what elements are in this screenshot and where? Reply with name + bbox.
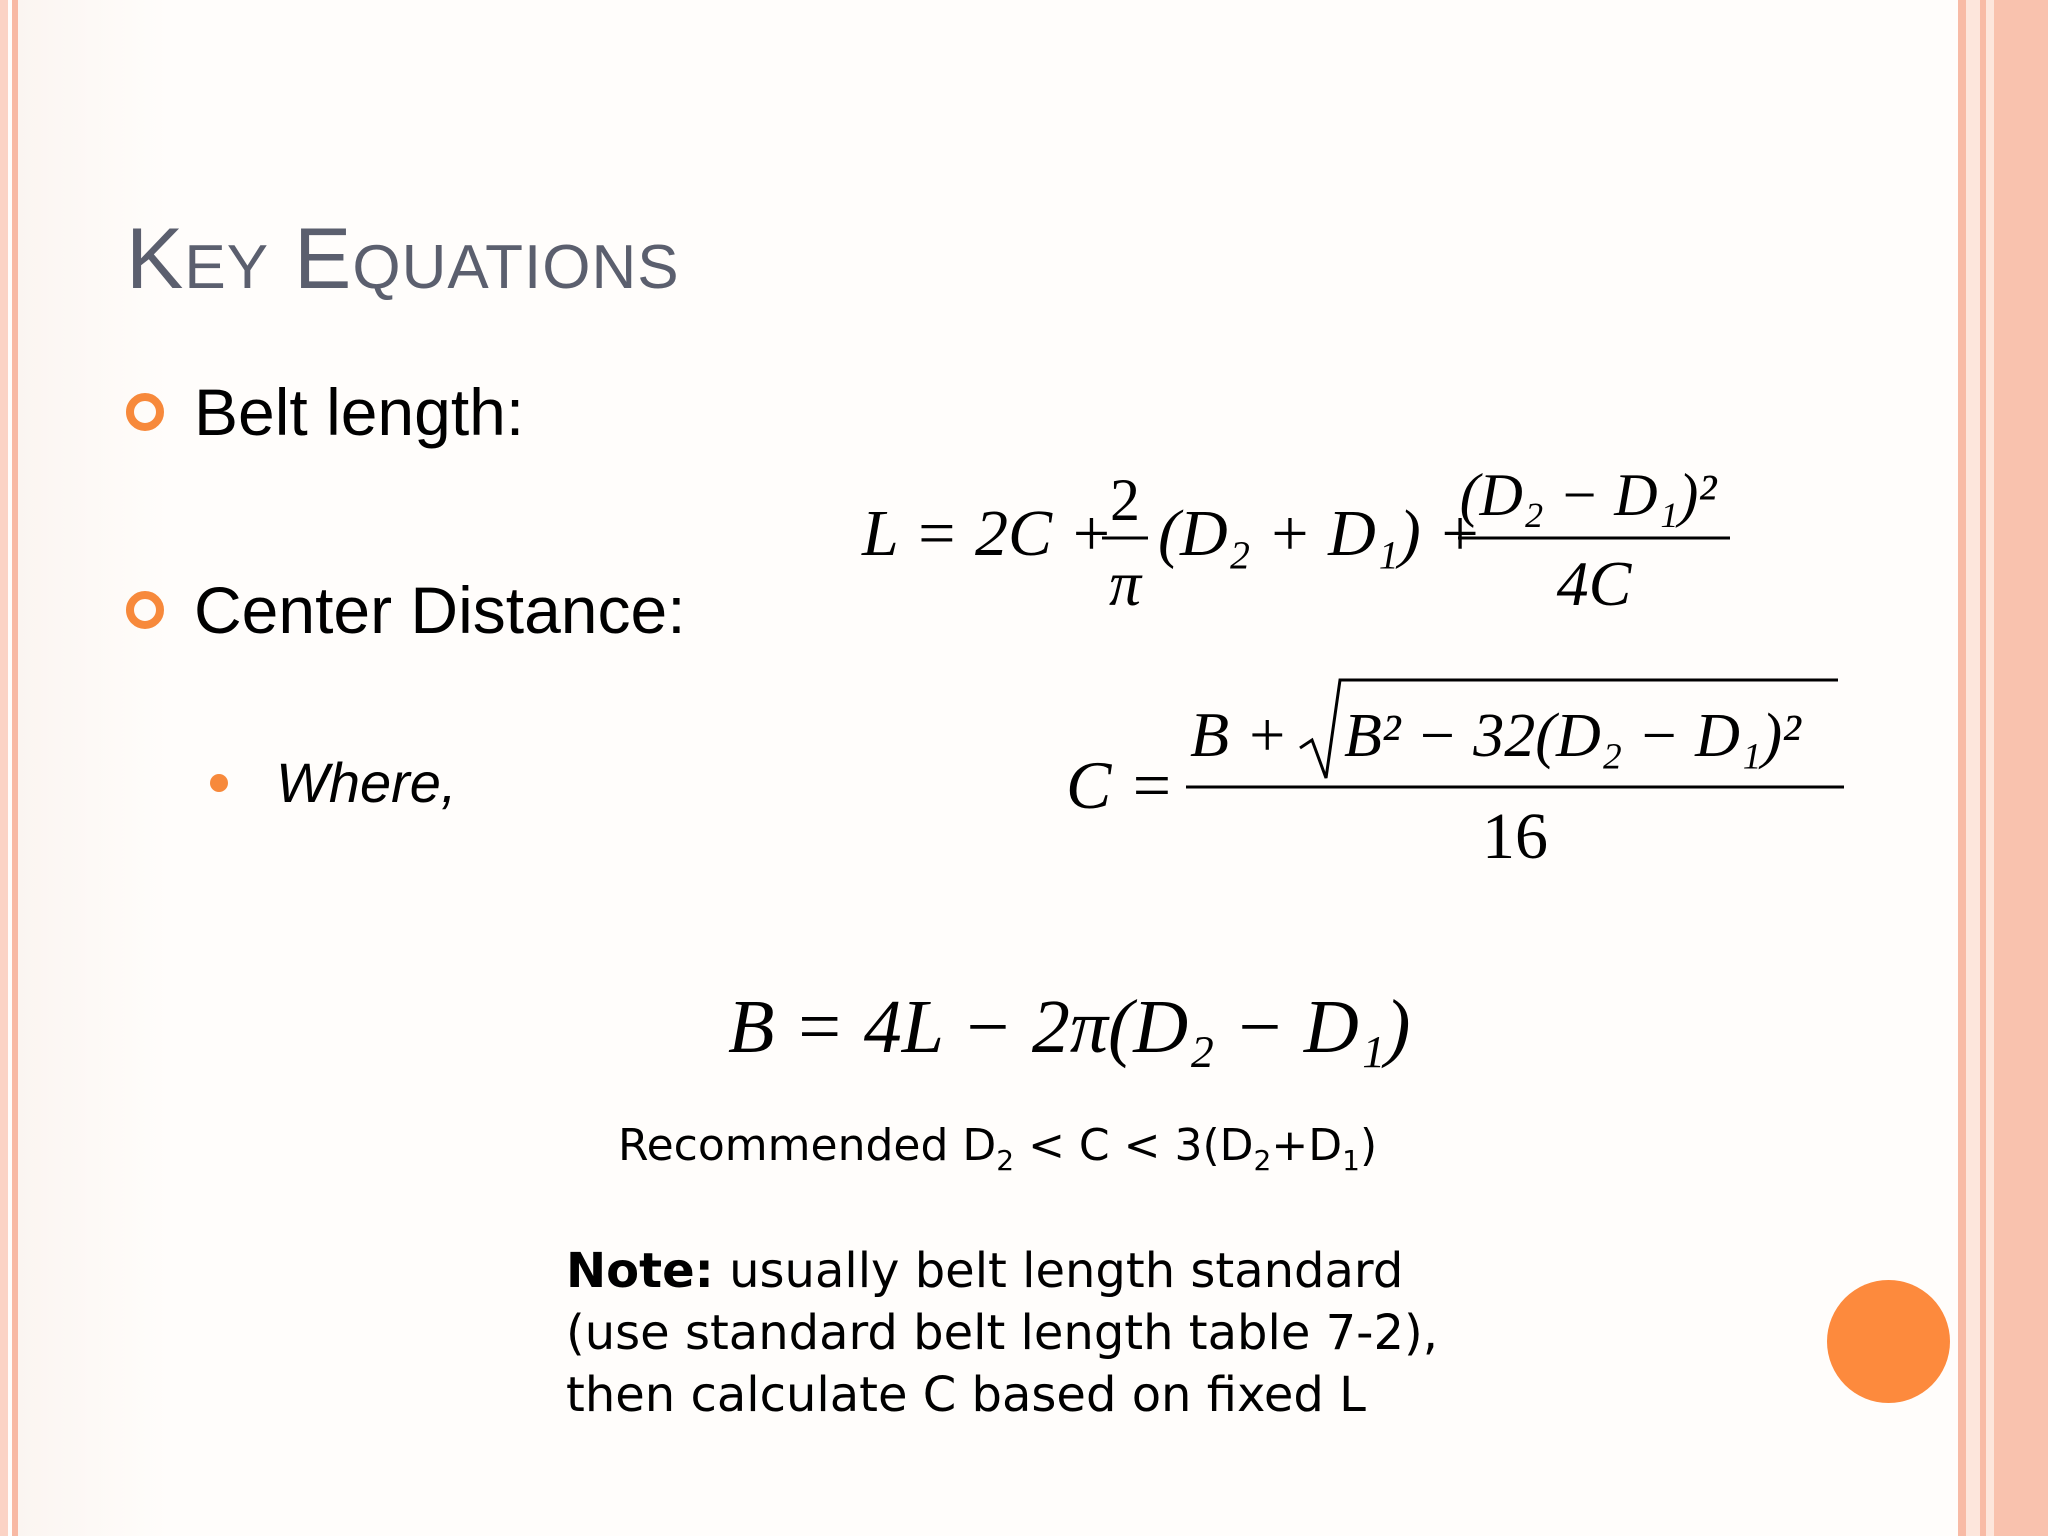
sub-bullet-label: Where,: [276, 751, 457, 814]
title-letter-k: K: [126, 211, 185, 307]
rec-mid: < C < 3(D: [1014, 1120, 1254, 1171]
note-line-3: then calculate C based on fixed L: [566, 1367, 1366, 1423]
equation-center-distance: [1066, 680, 1844, 873]
rec-sub-c: 1: [1342, 1143, 1360, 1177]
rec-close: ): [1359, 1120, 1378, 1171]
eq1-right-denominator: 4C: [1556, 548, 1632, 619]
eq1-frac-denominator: π: [1108, 548, 1142, 619]
eq3-text: B = 4L − 2π(D₂ − D₁): [728, 985, 1411, 1069]
eq2-radicand: B² − 32(D₂ − D₁)²: [1344, 702, 1801, 770]
note-label: Note:: [566, 1243, 714, 1299]
note-block: [566, 1240, 1438, 1426]
bullet-label: Center Distance:: [194, 573, 686, 647]
decorative-orange-circle: [1827, 1280, 1950, 1403]
title-word-1-rest: EY: [184, 233, 270, 302]
equation-b-definition: [728, 985, 1410, 1069]
rec-sub-a: 2: [996, 1143, 1015, 1177]
rec-plus: +D: [1271, 1120, 1343, 1171]
eq1-frac-numerator: 2: [1110, 467, 1140, 533]
note-line-2: (use standard belt length table 7-2),: [566, 1305, 1438, 1361]
note-line-1: [566, 1240, 1438, 1302]
eq1-middle: (D₂ + D₁) +: [1158, 497, 1482, 570]
eq2-lhs: C =: [1066, 747, 1175, 823]
rec-prefix: Recommended D: [618, 1120, 997, 1171]
title-word-2-rest: QUATIONS: [352, 233, 680, 302]
note-line-1-text: usually belt length standard: [713, 1243, 1404, 1299]
bullet-label: Belt length:: [194, 375, 525, 449]
recommendation-text: [618, 1120, 1377, 1177]
title-letter-e: E: [294, 211, 353, 307]
eq1-right-numerator: (D₂ − D₁)²: [1459, 462, 1717, 528]
equation-belt-length: [861, 462, 1730, 619]
eq2-numerator-b: B +: [1190, 699, 1289, 770]
eq2-denominator: 16: [1482, 800, 1548, 873]
rec-sub-b: 2: [1253, 1143, 1272, 1177]
eq1-lhs: L = 2C +: [862, 497, 1114, 570]
